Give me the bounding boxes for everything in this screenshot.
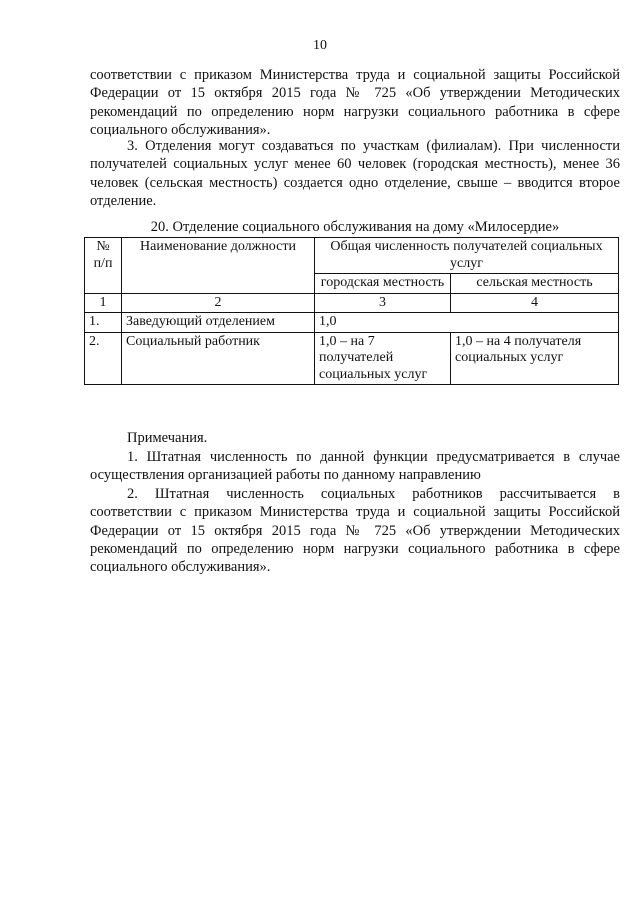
column-number: 4 (451, 293, 619, 313)
column-number: 1 (85, 293, 122, 313)
row-position: Социальный работник (122, 332, 315, 385)
paragraph-continuation: соответствии с приказом Министерства труда и социальной защиты Российской Федерации от 15 октября 2015 года № 725 «Об утверждении Методических рекомендаций по определению норм нагрузки социального работника в сфере социального обслуживания». (90, 67, 620, 138)
note-item: 2. Штатная численность социальных работников рассчитывается в соответствии с приказом Министерства труда и социальной защиты Российской Федерации от 15 октября 2015 года № 725 «Об утверждении Методических рекомендаций по определению норм нагрузки социального работника в сфере социального обслуживания». (90, 486, 620, 576)
notes-title: Примечания. (127, 430, 208, 446)
note-item: 1. Штатная численность по данной функции предусматривается в случае осуществления организацией работы по данному направлению (90, 449, 620, 484)
row-rural-value: 1,0 – на 4 получателя социальных услуг (451, 332, 619, 385)
column-number: 3 (315, 293, 451, 313)
table-numbering-row (85, 293, 619, 313)
table-title: 20. Отделение социального обслуживания на дому «Милосердие» (150, 219, 560, 235)
paragraph-departments: 3. Отделения могут создаваться по участкам (филиалам). При численности получателей социальных услуг менее 60 человек (городская местность), менее 36 человек (сельская местность) создается одно отделение, свыше – вводится второе отделение. (90, 138, 620, 209)
row-position: Заведующий отделением (122, 313, 315, 333)
header-total-recipients: Общая численность получателей социальных услуг (315, 238, 619, 274)
header-urban: городская местность (315, 274, 451, 294)
header-position: Наименование должности (122, 238, 315, 294)
header-rural: сельская местность (451, 274, 619, 294)
row-urban-value: 1,0 – на 7 получателей социальных услуг (315, 332, 451, 385)
column-number: 2 (122, 293, 315, 313)
table-row (85, 313, 619, 333)
row-num: 2. (85, 332, 122, 385)
header-num: № п/п (85, 238, 122, 294)
table-header-row (85, 238, 619, 274)
table-row (85, 332, 619, 385)
page-number: 10 (313, 38, 327, 53)
staffing-table (84, 237, 619, 385)
row-num: 1. (85, 313, 122, 333)
row-value: 1,0 (315, 313, 619, 333)
